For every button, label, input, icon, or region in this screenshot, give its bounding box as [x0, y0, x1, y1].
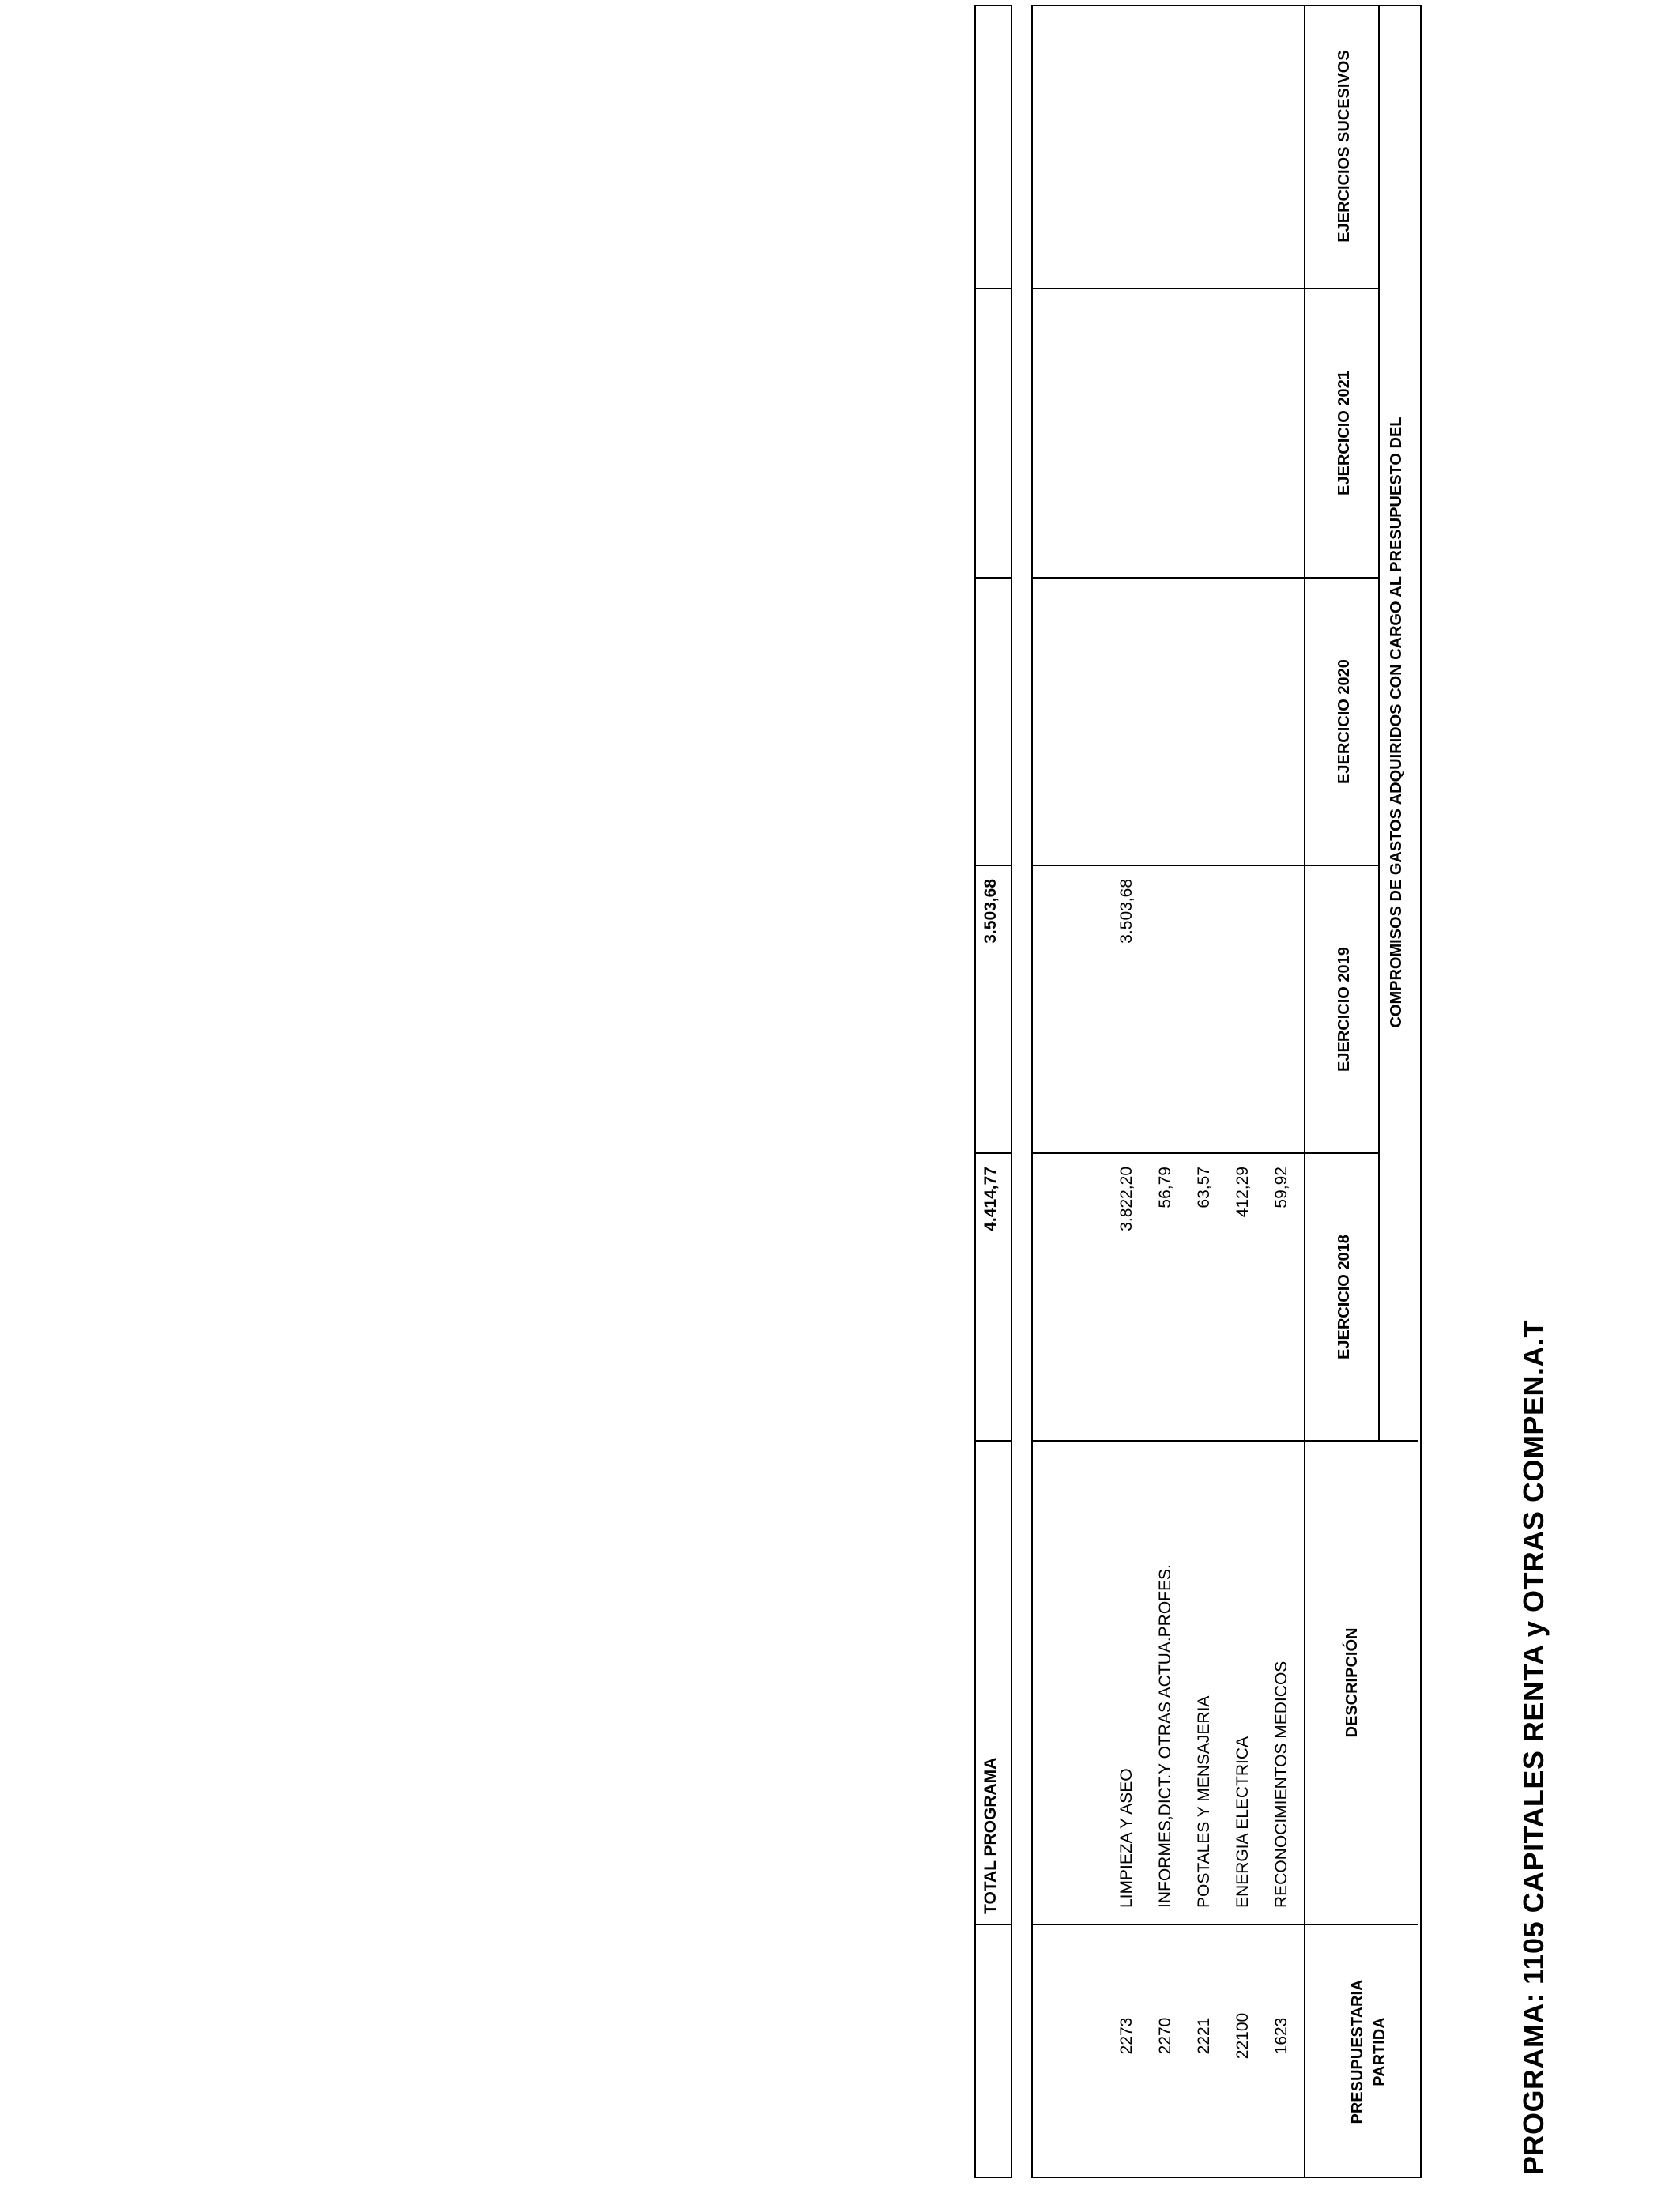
header-ejercicio-2020: EJERCICIO 2020 [1335, 659, 1353, 784]
total-col-line-2018 [974, 1152, 1012, 1154]
header-bottom-line [1304, 5, 1305, 2178]
row-descripcion: POSTALES Y MENSAJERIA [1195, 1695, 1213, 1908]
header-partida-line1: PARTIDA [1371, 2017, 1388, 2087]
row-ejercicio-2018: 412,29 [1234, 1167, 1252, 1218]
row-ejercicio-2019: 3.503,68 [1117, 879, 1136, 944]
main-table-border [1031, 5, 1422, 2178]
header-ejercicios-sucesivos: EJERCICIOS SUCESIVOS [1335, 50, 1353, 243]
row-descripcion: LIMPIEZA Y ASEO [1117, 1768, 1136, 1908]
col-line-2021 [1031, 288, 1380, 289]
header-compromisos: COMPROMISOS DE GASTOS ADQUIRIDOS CON CARGO AL PRESUPUESTO DEL [1388, 417, 1405, 1028]
row-partida: 22100 [1234, 2012, 1252, 2060]
header-descripcion: DESCRIPCIÓN [1343, 1627, 1361, 1738]
page-title: PROGRAMA: 1105 CAPITALES RENTA y OTRAS COMPEN.A.T [1517, 1320, 1550, 2175]
col-line-2020 [1031, 577, 1380, 579]
total-label: TOTAL PROGRAMA [981, 1757, 1000, 1914]
total-col-line-2021 [974, 288, 1012, 289]
row-descripcion: INFORMES,DICT.Y OTRAS ACTUA.PROFES. [1156, 1564, 1174, 1908]
header-ejercicio-2021: EJERCICIO 2021 [1335, 371, 1353, 496]
header-partida-line2: PRESUPUESTARIA [1349, 1979, 1366, 2124]
row-descripcion: ENERGIA ELECTRICA [1234, 1736, 1252, 1908]
col-line-2018 [1031, 1152, 1380, 1154]
total-ejercicio-2019: 3.503,68 [981, 879, 1000, 944]
row-partida: 1623 [1272, 2017, 1290, 2055]
total-col-line-2019 [974, 865, 1012, 866]
total-col-line-partida [974, 1924, 1012, 1925]
col-line-2019 [1031, 865, 1380, 866]
row-partida: 2221 [1195, 2017, 1213, 2055]
row-ejercicio-2018: 59,92 [1272, 1167, 1290, 1208]
header-ejercicio-2019: EJERCICIO 2019 [1335, 947, 1353, 1072]
row-partida: 2270 [1156, 2017, 1174, 2055]
row-partida: 2273 [1117, 2017, 1136, 2055]
row-descripcion: RECONOCIMIENTOS MEDICOS [1272, 1661, 1290, 1908]
header-ejercicio-2018: EJERCICIO 2018 [1335, 1235, 1353, 1359]
row-ejercicio-2018: 3.822,20 [1117, 1167, 1136, 1231]
group-header-line [1378, 5, 1380, 1442]
row-ejercicio-2018: 56,79 [1156, 1167, 1174, 1208]
total-col-line-desc [974, 1440, 1012, 1442]
total-col-line-2020 [974, 577, 1012, 579]
row-ejercicio-2018: 63,57 [1195, 1167, 1213, 1208]
total-ejercicio-2018: 4.414,77 [981, 1167, 1000, 1231]
